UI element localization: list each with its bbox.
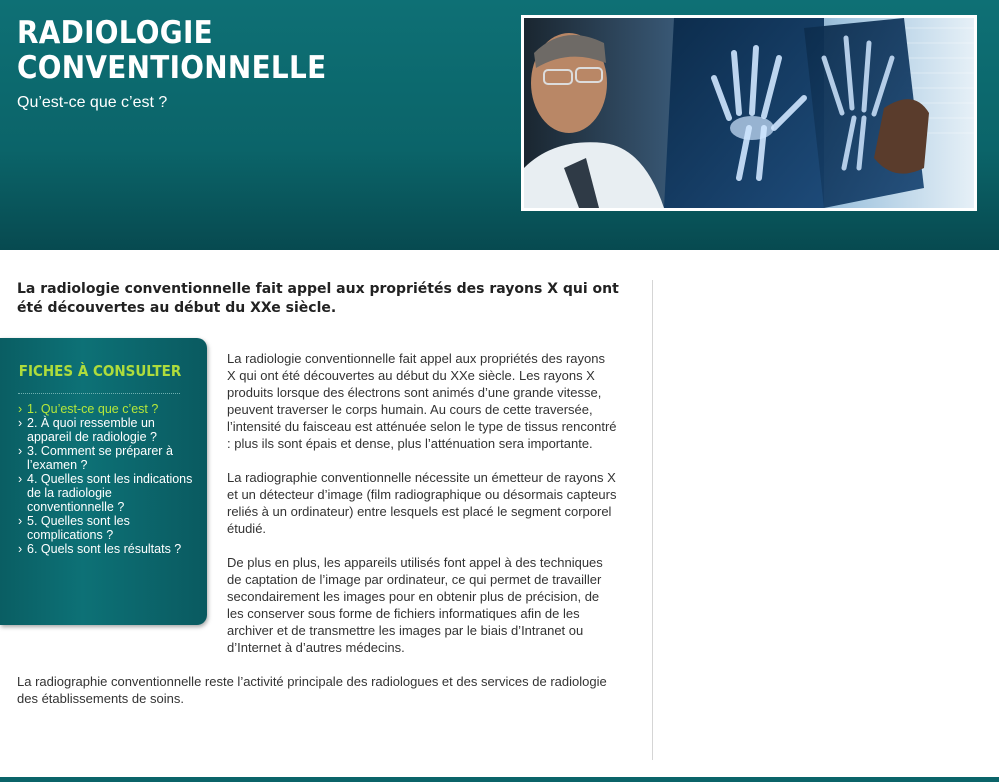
chevron-right-icon: › <box>18 416 23 430</box>
chevron-right-icon: › <box>18 542 23 556</box>
sidebar-spacer <box>17 350 227 650</box>
sidebar-title: FICHES À CONSULTER <box>18 362 182 380</box>
chevron-right-icon: › <box>18 472 23 486</box>
column-divider <box>652 280 653 760</box>
sidebar-item-label: 6. Quels sont les résultats ? <box>27 542 182 556</box>
article-body <box>17 350 617 724</box>
page-header <box>0 0 999 250</box>
sidebar-item-label: 3. Comment se préparer à l’examen ? <box>27 444 173 472</box>
article-paragraph-3: De plus en plus, les appareils utilisés font appel à des techniques de captation de l’image par ordinateur, ce qui permet de travailler secondairement les images pour en obtenir plus de précision, de les conserver sous forme de fichiers informatiques afin de les archiver et de transmettre les images par le biais d’Intranet ou d’Internet à d’autres médecins. <box>227 555 603 655</box>
article-paragraph-4: La radiographie conventionnelle reste l’activité principale des radiologues et des services de radiologie des établissements de soins. <box>17 674 607 706</box>
sidebar-item-label: 2. À quoi ressemble un appareil de radiologie ? <box>27 416 157 444</box>
footer-bar <box>0 777 999 782</box>
sidebar-item-label: 5. Quelles sont les complications ? <box>27 514 130 542</box>
page-title-line-1: RADIOLOGIE <box>17 15 213 51</box>
page-subtitle: Qu’est-ce que c’est ? <box>17 94 168 111</box>
sidebar-item-label: 4. Quelles sont les indications de la radiologie conventionnelle ? <box>27 472 193 514</box>
chevron-right-icon: › <box>18 444 23 458</box>
chevron-right-icon: › <box>18 514 23 528</box>
article-paragraph-1: La radiologie conventionnelle fait appel aux propriétés des rayons X qui ont été découvertes au début du XXe siècle. Les rayons X produits lorsque des électrons sont animés d’une grande vitesse, peuvent traverser le corps humain. Au cours de cette traversée, l’intensité du faisceau est atténuée selon le type de tissus rencontré : plus ils sont épais et dense, plus l’atténuation sera importante. <box>227 351 617 451</box>
article-paragraph-2: La radiographie conventionnelle nécessite un émetteur de rayons X et un détecteur d’image (film radiographique ou désormais capteurs reliés à un ordinateur) entre lesquels est placé le segment corporel étudié. <box>227 470 617 536</box>
lead-paragraph: La radiologie conventionnelle fait appel aux propriétés des rayons X qui ont été découvertes au début du XXe siècle. <box>17 281 619 316</box>
page-title-line-2: CONVENTIONNELLE <box>17 50 327 86</box>
chevron-right-icon: › <box>18 402 23 416</box>
page-title <box>17 16 326 86</box>
doctor-xray-photo <box>521 15 977 211</box>
sidebar-item-label: 1. Qu’est-ce que c’est ? <box>27 402 159 416</box>
